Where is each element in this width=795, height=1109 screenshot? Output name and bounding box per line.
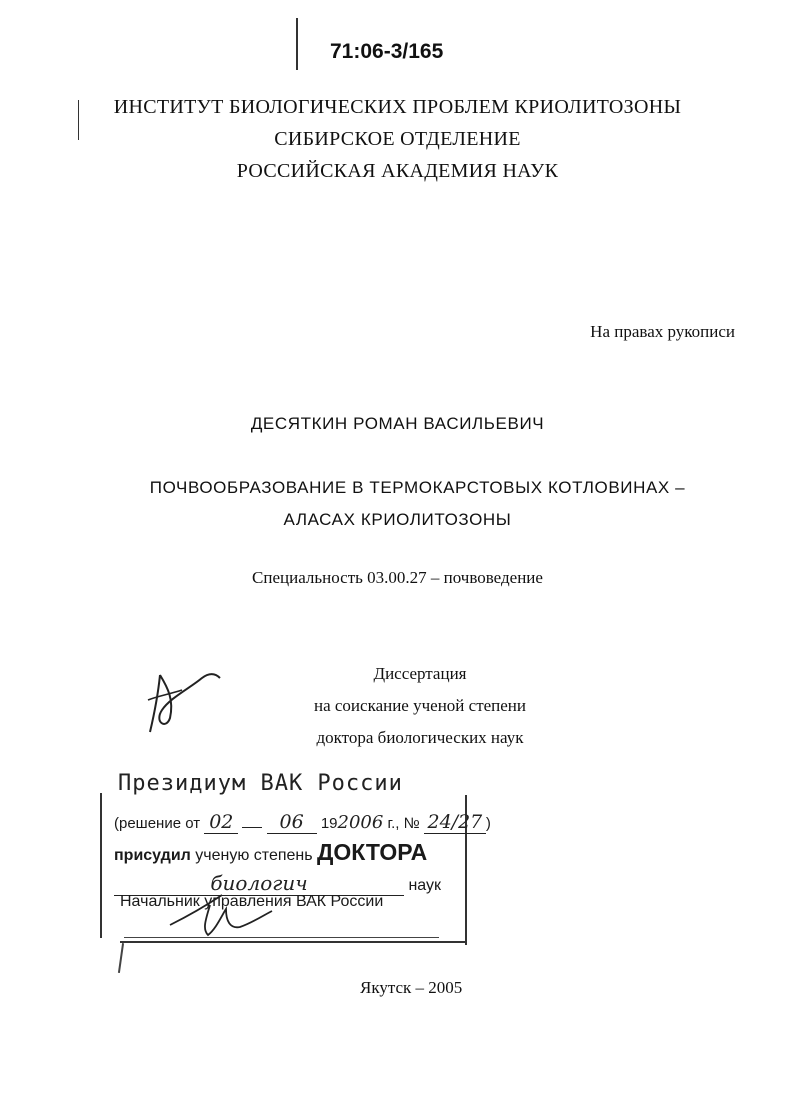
stamp-decision-line: (решение от 02 06 192006 г., № 24/27 ) (114, 811, 491, 833)
awarded-prefix: присудил (114, 847, 191, 864)
institution-line-3: РОССИЙСКАЯ АКАДЕМИЯ НАУК (236, 160, 559, 182)
vak-stamp (100, 765, 491, 950)
decision-number: 24/27 (424, 811, 486, 834)
year-suffix: г., № (387, 815, 420, 832)
awarded-mid: ученую степень (195, 847, 313, 864)
thesis-title-line-1: ПОЧВООБРАЗОВАНИЕ В ТЕРМОКАРСТОВЫХ КОТЛОВИНАХ – (149, 478, 686, 497)
signature-mark (140, 660, 230, 740)
stamp-awarded-line (114, 839, 427, 866)
underline-gap (242, 827, 262, 828)
stamp-header: Президиум ВАК России (118, 771, 403, 796)
manuscript-rights: На правах рукописи (590, 322, 735, 341)
institution-line-2: СИБИРСКОЕ ОТДЕЛЕНИЕ (274, 128, 521, 150)
date-year: 2006 (337, 812, 384, 833)
dissertation-line-2: на соискание ученой степени (313, 696, 527, 715)
dissertation-line-3: доктора биологических наук (316, 728, 524, 747)
stamp-chief-line: Начальник управления ВАК России (120, 893, 384, 910)
place-and-year: Якутск – 2005 (360, 978, 463, 997)
thesis-title-line-2: АЛАСАХ КРИОЛИТОЗОНЫ (283, 510, 512, 529)
stamp-border-left (100, 793, 102, 938)
chief-signature (160, 885, 280, 945)
ink-stroke (118, 943, 124, 973)
year-prefix: 19 (320, 815, 338, 832)
date-day: 02 (204, 811, 238, 834)
date-month: 06 (267, 811, 317, 834)
dissertation-line-1: Диссертация (373, 664, 467, 683)
specialty: Специальность 03.00.27 – почвоведение (252, 568, 543, 587)
author-name: ДЕСЯТКИН РОМАН ВАСИЛЬЕВИЧ (250, 414, 545, 433)
decision-prefix: (решение от (114, 815, 201, 832)
degree: ДОКТОРА (317, 839, 428, 865)
science-field: биологич (114, 871, 404, 896)
sciences-label: наук (408, 877, 442, 894)
document-code: 71:06-3/165 (330, 40, 444, 63)
institution-line-1: ИНСТИТУТ БИОЛОГИЧЕСКИХ ПРОБЛЕМ КРИОЛИТОЗОНЫ (113, 96, 682, 118)
scan-artifact-line (296, 18, 298, 70)
